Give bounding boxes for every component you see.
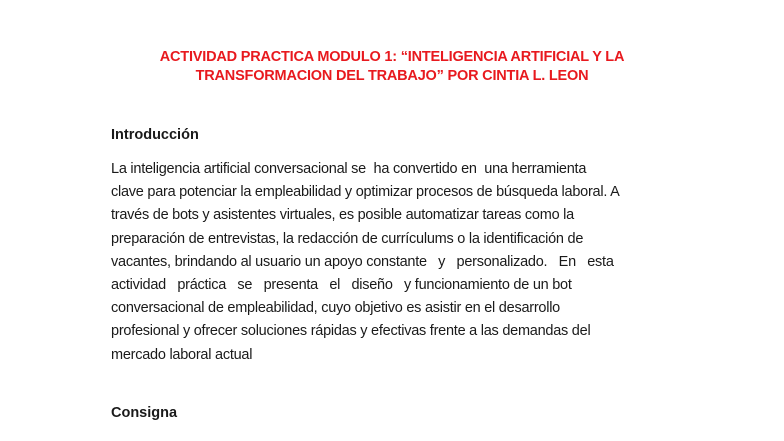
introduccion-paragraph xyxy=(111,158,671,367)
paragraph-line: actividad práctica se presenta el diseño y funcionamiento de un bot xyxy=(111,276,572,293)
document-title-line-1: ACTIVIDAD PRACTICA MODULO 1: “INTELIGENCIA ARTIFICIAL Y LA xyxy=(159,49,625,65)
paragraph-line: preparación de entrevistas, la redacción de currículums o la identificación de xyxy=(111,230,584,247)
paragraph-line: La inteligencia artificial conversacional se ha convertido en una herramienta xyxy=(111,161,587,177)
introduccion-heading: Introducción xyxy=(111,127,199,143)
paragraph-line: clave para potenciar la empleabilidad y optimizar procesos de búsqueda laboral. A xyxy=(111,184,620,201)
consigna-heading: Consigna xyxy=(111,405,178,421)
paragraph-line: conversacional de empleabilidad, cuyo objetivo es asistir en el desarrollo xyxy=(111,300,560,317)
cut-off-text-line xyxy=(111,436,671,441)
document-title-line-2: TRANSFORMACION DEL TRABAJO” POR CINTIA L. LEON xyxy=(195,68,589,84)
paragraph-line: mercado laboral actual xyxy=(111,346,253,363)
paragraph-line: profesional y ofrecer soluciones rápidas y efectivas frente a las demandas del xyxy=(111,323,591,340)
paragraph-line: vacantes, brindando al usuario un apoyo constante y personalizado. En esta xyxy=(111,253,614,270)
paragraph-line: través de bots y asistentes virtuales, es posible automatizar tareas como la xyxy=(111,207,574,224)
